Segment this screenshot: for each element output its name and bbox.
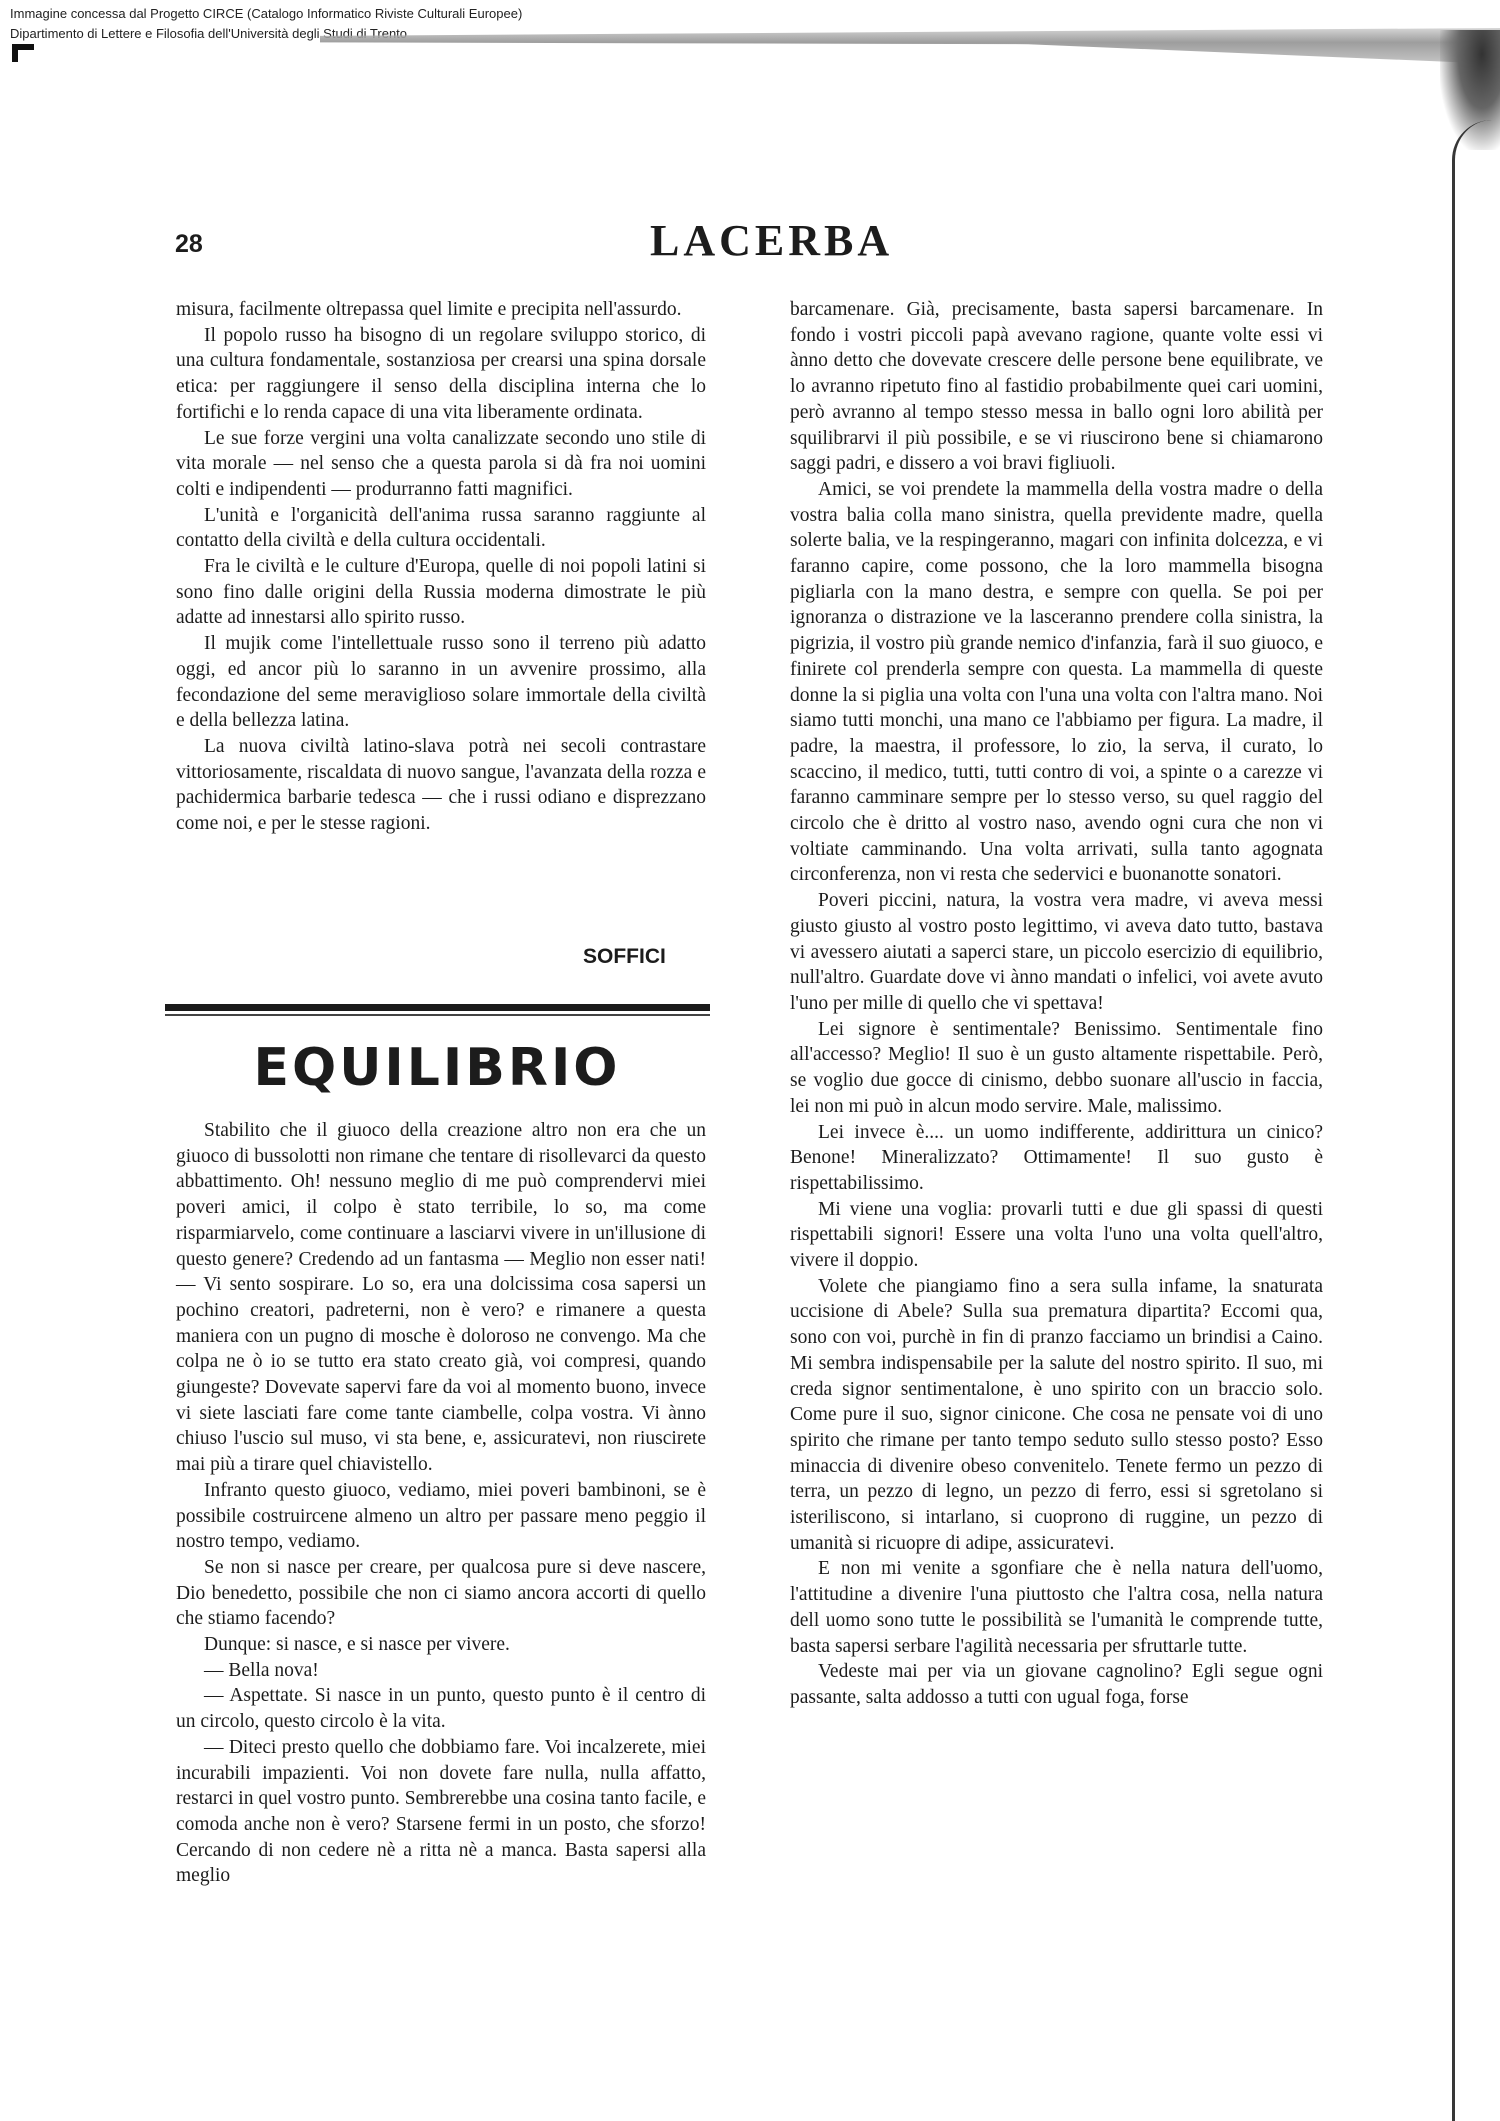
paragraph: Se non si nasce per creare, per qualcosa pure si deve nascere, Dio benedetto, possibile che non ci siamo ancora accorti di quello che stiamo facendo? [176, 1556, 706, 1630]
paragraph: — Aspettate. Si nasce in un punto, questo punto è il centro di un circolo, questo circolo è la vita. [176, 1685, 706, 1733]
paragraph: Il mujik come l'intellettuale russo sono il terreno più adatto oggi, ed ancor più lo saranno in un avvenire prossimo, alla fecondazione del seme meraviglioso solare immortale della civiltà e della bellezza latina. [176, 633, 706, 732]
paragraph: Il popolo russo ha bisogno di un regolare sviluppo storico, di una cultura fondamentale, sostanziosa per crearsi una spina dorsale etica: per raggiungere il senso della disciplina interna che lo fortifichi e lo renda capace di una vita liberamente ordinata. [176, 324, 706, 423]
paragraph: Volete che piangiamo fino a sera sulla infame, la snaturata uccisione di Abele? Sulla sua prematura dipartita? Eccomi qua, sono con voi, purchè in fin di pranzo facciamo un brindisi a Caino. Mi sembra indispensabile per la salute del nostro spirito. Il suo, mi creda signor sentimentalone, è uno spirito con un braccio solo. Come pure il suo, signor cinicone. Che cosa ne pensate voi di uno spirito che rimane per tanto tempo seduto sullo stesso posto? Esso minaccia di divenire obeso convenitelo. Tenete fermo un pezzo di terra, un pezzo di legno, un pezzo di ferro, essi si sgretolano si isteriliscono, si intarlano, si cuoprono di ruggine, un pezzo di umanità si ricuopre di adipe, assicuratevi. [790, 1275, 1323, 1554]
paragraph: Poveri piccini, natura, la vostra vera madre, vi aveva messi giusto giusto al vostro posto legittimo, vi aveva dato tutto, bastava vi avessero aiutati a saperci stare, un piccolo esercizio di equilibrio, null'altro. Guardate dove vi ànno mandati o infelici, voi avete avuto l'uno per mille di quello che vi spettava! [790, 890, 1323, 1014]
article-right-column [790, 297, 1323, 1711]
paragraph: Lei invece è.... un uomo indifferente, addirittura un cinico? Benone! Mineralizzato? Ottimamente! Il suo gusto è rispettabilissimo. [790, 1121, 1323, 1194]
crop-mark-icon [12, 44, 34, 62]
paragraph: Fra le civiltà e le culture d'Europa, quelle di noi popoli latini si sono fino dalle origini della Russia moderna dimostrate le più adatte ad innestarsi allo spirito russo. [176, 556, 706, 629]
paragraph: Amici, se voi prendete la mammella della vostra madre o della vostra balia colla mano sinistra, quella previdente madre, quella solerte balia, ve la respingeranno, magari con infinita dolcezza, e vi faranno capire, come possono, che la loro mammella bisogna pigliarla con la mano destra, e sempre con quella. Se poi per ignoranza o distrazione ve la lasceranno prendere colla sinistra, la pigrizia, il vostro più grande nemico d'infanzia, farà il suo giuoco, e finirete col prenderla sempre con questa. La mammella di queste donne la si piglia una volta con l'una una volta con l'altra mano. Noi siamo tutti monchi, una mano ce l'abbiamo per figura. La madre, il padre, la maestra, il professore, lo zio, la serva, il curato, lo scaccino, il medico, tutti, tutti contro di voi, a spinte o a carezze vi faranno camminare sempre per lo stesso verso, su quel raggio del circolo che è dritto al vostro naso, avendo ogni cura che non vi voltiate camminando. Una volta arrivati, sulla tanto agognata circonferenza, non vi resta che sedervici e buonanotte sonatori. [790, 478, 1323, 886]
section-rule [165, 1004, 710, 1011]
paragraph: — Diteci presto quello che dobbiamo fare. Voi incalzerete, miei incurabili impazienti. Voi non dovete fare nulla, nulla affatto, restarci in quel vostro punto. Sembrerebbe una cosina tanto facile, e comoda anche non è vero? Starsene fermi in un posto, che sforzo! Cercando di non cedere nè a ritta nè a manca. Basta sapersi alla meglio [176, 1736, 706, 1887]
left-column [176, 297, 706, 837]
paragraph: Stabilito che il giuoco della creazione altro non era che un giuoco di bussolotti non rimane che tentare di risollevarci da questo abbattimento. Oh! nessuno meglio di me può comprendervi miei poveri amici, il colpo è stato terribile, lo so, ma come risparmiarvelo, come continuare a lasciarvi vivere in un'illusione di questo genere? Credendo ad un fantasma — Meglio non esser nati! — Vi sento sospirare. Lo so, era una dolcissima cosa sapersi un pochino creatori, padreterni, non è vero? e rimanere a questa maniera con un pugno di mosche è doloroso ne convengo. Ma che colpa ne ò io se tutto era stato creato già, voi compresi, quando giungeste? Dovevate sapervi fare da voi al momento buono, invece vi siete lasciati fare come tante ciambelle, colpa vostra. Vi ànno chiuso l'uscio sul muso, vi sta bene, e, assicuratevi, non riuscirete mai più a tirare quel chiavistello. [176, 1120, 706, 1476]
paragraph: Infranto questo giuoco, vediamo, miei poveri bambinoni, se è possibile costruircene almeno un altro per passare meno peggio il nostro tempo, vediamo. [176, 1479, 706, 1553]
journal-title: LACERBA [650, 216, 894, 265]
article-title: EQUILIBRIO [253, 1038, 621, 1098]
paragraph: L'unità e l'organicità dell'anima russa saranno raggiunte al contatto della civiltà e della cultura occidentali. [176, 504, 706, 552]
paragraph: — Bella nova! [204, 1659, 319, 1681]
paragraph: Mi viene una voglia: provarli tutti e due gli spassi di questi rispettabili signori! Essere una volta l'uno una volta quell'altro, vivere il doppio. [790, 1198, 1323, 1272]
paragraph: Lei signore è sentimentale? Benissimo. Sentimentale fino all'accesso? Meglio! Il suo è un gusto altamente rispettabile. Però, se voglio due gocce di cinismo, debbo suonare all'uscio in faccia, lei non mi può in alcun modo servire. Male, malissimo. [790, 1018, 1323, 1117]
paragraph: Dunque: si nasce, e si nasce per vivere. [204, 1634, 510, 1656]
page-number: 28 [175, 230, 203, 258]
paragraph: E non mi venite a sgonfiare che è nella natura dell'uomo, l'attitudine a divenire l'una piuttosto che l'altra cosa, nella natura dell uomo sono tutte le possibilità se l'umanità le comprende tutte, basta sapersi serbare l'agilità necessaria per sfruttarle tutte. [790, 1558, 1323, 1657]
page-edge [1452, 120, 1495, 2121]
paragraph: Vedeste mai per via un giovane cagnolino? Egli segue ogni passante, salta addosso a tutti con ugual foga, forse [790, 1661, 1323, 1708]
paragraph: misura, facilmente oltrepassa quel limite e precipita nell'assurdo. [176, 299, 682, 320]
article-left-column [176, 1118, 706, 1889]
credit-line-1: Immagine concessa dal Progetto CIRCE (Catalogo Informatico Riviste Culturali Europee) [10, 6, 523, 21]
paragraph: barcamenare. Già, precisamente, basta sapersi barcamenare. In fondo i vostri piccoli papà avevano ragione, quante volte essi vi ànno detto che dovevate crescere delle persone bene equilibrate, ve lo avranno ripetuto fino al fastidio probabilmente quei cari uomini, però avranno al tempo stesso messa in ballo ogni loro abilità per squilibrarvi il più possibile, e se vi riuscirono bene si chiamarono saggi padri, e dissero a voi bravi figliuoli. [790, 299, 1323, 475]
credit-line-2: Dipartimento di Lettere e Filosofia dell'Università degli Studi di Trento [10, 26, 408, 41]
paragraph: La nuova civiltà latino-slava potrà nei secoli contrastare vittoriosamente, riscaldata di nuovo sangue, l'avanzata della rozza e pachidermica barbarie tedesca — che i russi odiano e disprezzano come noi, e per le stesse ragioni. [176, 735, 706, 835]
author-signature: SOFFICI [583, 945, 666, 968]
paragraph: Le sue forze vergini una volta canalizzate secondo uno stile di vita morale — nel senso che a questa parola si dà fra noi uomini colti e indipendenti — produrranno fatti magnifici. [176, 427, 706, 500]
scan-shadow [320, 28, 1500, 64]
